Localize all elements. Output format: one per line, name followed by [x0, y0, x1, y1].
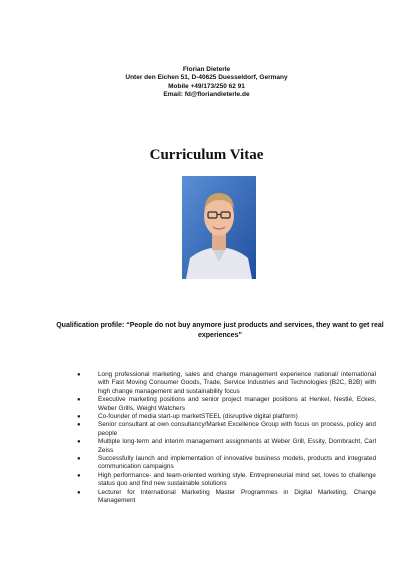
- bullet-icon: ●: [77, 422, 81, 429]
- contact-email: Email: fd@floriandieterle.de: [163, 90, 250, 98]
- bullet-icon: ●: [77, 397, 81, 404]
- qualification-quote: “People do not buy anymore just products and services, they want to get real experiences”: [124, 322, 384, 339]
- list-item: ● Senior consultant at own consultancy/Market Excellence Group with focus on process, policy and people: [77, 421, 376, 437]
- qualification-label: Qualification profile:: [56, 322, 125, 329]
- list-item: ● Co-founder of media start-up marketSTEEL (disruptive digital platform): [77, 413, 298, 421]
- bullet-icon: ●: [77, 439, 81, 446]
- page-title: Curriculum Vitae: [149, 147, 264, 163]
- list-item: ● High performance- and team-oriented working style. Entrepreneurial mind set, loves to challenge status quo and find new sustainable solutions: [77, 471, 376, 488]
- list-item: ● Multiple long-term and interim management assignments at Weber Grill, Essity, Dornbracht, Carl Zeiss: [77, 438, 376, 454]
- bullet-icon: ●: [77, 489, 81, 496]
- list-item: ● Executive marketing positions and senior project manager positions at Henkel, Nestlé, Eckes, Weber Grills, Weight Watchers: [77, 396, 376, 412]
- bullet-icon: ●: [77, 414, 81, 421]
- bullet-icon: ●: [77, 472, 81, 479]
- list-item: ● Long professional marketing, sales and change management experience national/ international with Fast Moving Consumer Goods, Trade, Service Industries and Technologies (B2C, B2B) with high change management and sustainability focus: [77, 371, 376, 395]
- contact-mobile: Mobile +49/173/250 62 91: [168, 82, 245, 90]
- contact-block: [0, 66, 413, 99]
- list-item: ● Successfully launch and implementation of innovative business models, products and integrated communication campaigns: [77, 455, 376, 471]
- bullet-icon: ●: [77, 372, 81, 378]
- contact-name: Florian Dieterle: [182, 66, 231, 73]
- experience-bullet-list: [76, 371, 376, 506]
- list-item: ● Lecturer for International Marketing Master Programmes in Digital Marketing, Change Management: [77, 488, 376, 505]
- portrait-photo: [182, 176, 256, 279]
- qualification-profile: [52, 321, 388, 341]
- contact-address: Unter den Eichen 51, D-40625 Duesseldorf, Germany: [125, 74, 288, 82]
- bullet-icon: ●: [77, 456, 81, 463]
